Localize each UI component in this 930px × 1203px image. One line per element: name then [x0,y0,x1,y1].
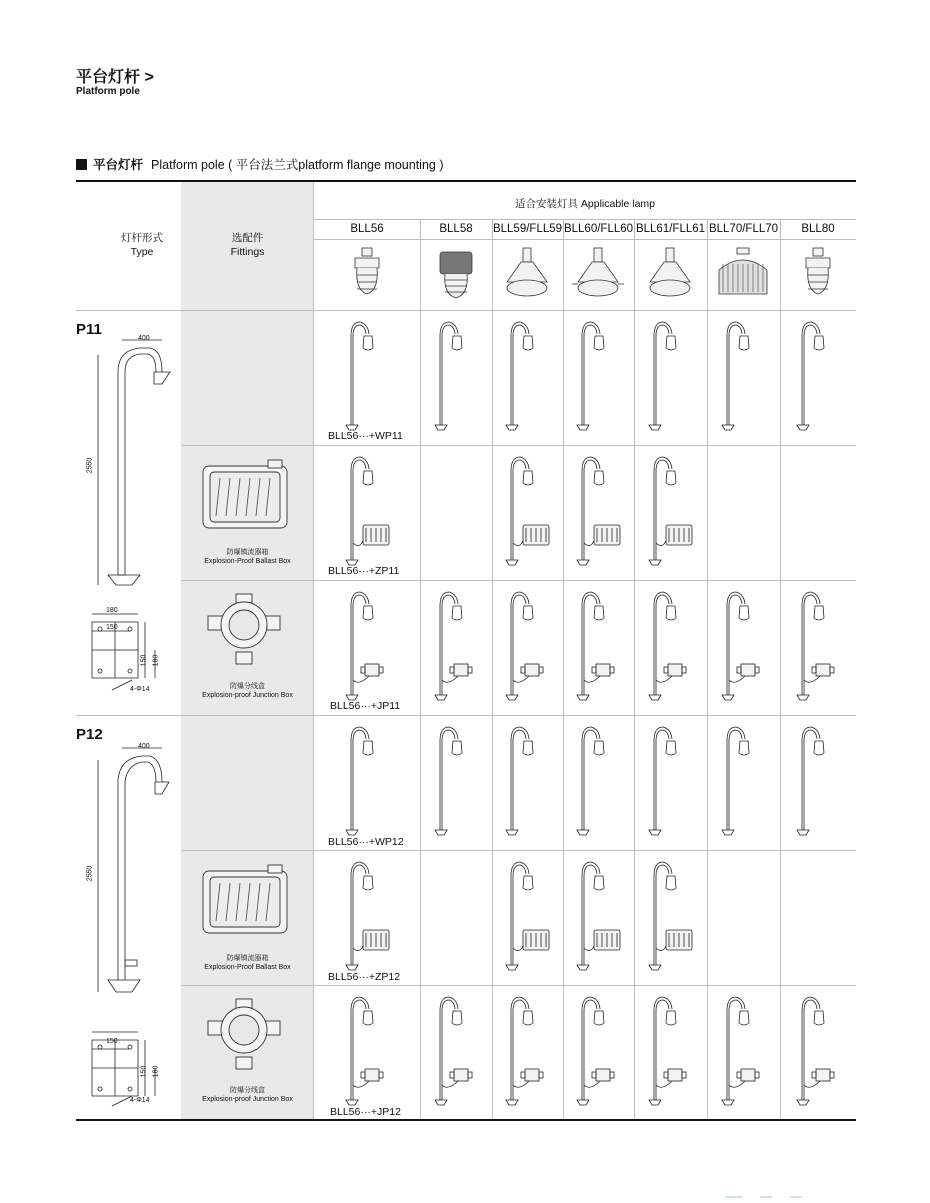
dim-base-p11: 4-Φ14 [130,686,150,693]
page-subtitle: Platform pole [76,86,140,97]
pole-lamp-drawing [346,862,389,970]
dim-base-p11: 180 [106,607,118,614]
pole-lamp-drawing [797,727,824,835]
type-header-en: Type [130,246,154,258]
dim-base-p11: 150 [106,624,118,631]
pole-lamp-drawing [346,727,373,835]
pole-lamp-drawing [506,997,543,1105]
model-code: BLL56···+JP11 [330,700,401,712]
section-label-en: Platform pole ( 平台法兰式platform flange mounting ) [151,158,444,172]
pole-lamp-drawing [722,592,759,700]
junction-caption-en: Explosion-proof Junction Box [202,692,293,699]
pole-lamp-drawing [722,322,749,430]
pole-lamp-drawing [577,727,604,835]
page-title: 平台灯杆 > [76,69,154,86]
pole-lamp-drawing [649,592,686,700]
dim-height-p12: 2550 [86,865,94,882]
pole-lamp-drawing [435,592,472,700]
lamp-name: BLL61/FLL61 [635,223,706,235]
pole-lamp-drawing [722,727,749,835]
pole-lamp-drawing [577,997,614,1105]
pole-lamp-drawing [797,997,834,1105]
junction-caption-cn: 防爆分线盒 [230,683,265,690]
dim-base-p11: 150 [140,654,148,667]
pole-lamp-drawing [577,862,620,970]
pole-lamp-drawing [346,457,389,565]
pole-lamp-drawing [435,997,472,1105]
pole-lamp-drawing [346,997,383,1105]
dim-arm-p12: 400 [138,743,150,750]
dim-base-p12: 150 [106,1038,118,1045]
model-code: BLL56···+JP12 [330,1106,401,1118]
section-label-cn: 平台灯杆 [93,158,144,172]
fittings-header-en: Fittings [230,246,265,258]
dim-base-p12: 150 [140,1065,148,1078]
pole-lamp-drawing [722,997,759,1105]
pole-lamp-drawing [649,727,676,835]
pole-lamp-drawing [506,592,543,700]
footer-mark [725,1196,743,1198]
pole-lamp-drawing [435,322,462,430]
model-code: BLL56···+ZP11 [328,565,400,577]
model-code: BLL56···+WP12 [328,836,404,848]
ballast-caption-en: Explosion-Proof Ballast Box [204,558,291,565]
pole-lamp-drawing [346,592,383,700]
fittings-header-cn: 选配件 [231,232,264,244]
lamp-name: BLL58 [439,223,473,235]
pole-lamp-drawing [649,997,686,1105]
pole-lamp-drawing [346,322,373,430]
pole-lamp-drawing [797,322,824,430]
pole-name-p11: P11 [76,321,102,338]
model-code: BLL56···+ZP12 [328,971,401,983]
lamp-name: BLL70/FLL70 [708,223,779,235]
ballast-caption-cn: 防爆镇流器箱 [226,549,269,556]
pole-lamp-drawing [506,862,549,970]
pole-lamp-drawing [577,322,604,430]
dim-height-p11: 2550 [86,457,94,474]
pole-lamp-drawing [506,322,533,430]
lamp-name: BLL59/FLL59 [492,223,563,235]
pole-name-p12: P12 [76,726,103,743]
junction-caption-cn: 防爆分线盒 [230,1087,265,1094]
dim-base-p11: 180 [152,654,160,667]
pole-lamp-drawing [649,862,692,970]
pole-lamp-drawing [435,727,462,835]
dim-base-p12: 180 [152,1065,160,1078]
dim-base-p12: 4-Φ14 [130,1097,150,1104]
pole-lamp-drawing [506,727,533,835]
pole-lamp-drawing [577,592,614,700]
pole-lamp-drawing [649,457,692,565]
model-code: BLL56···+WP11 [328,430,403,442]
footer-mark [790,1196,802,1198]
footer-mark [760,1196,772,1198]
ballast-caption-en: Explosion-Proof Ballast Box [204,964,291,971]
pole-lamp-drawing [506,457,549,565]
ballast-caption-cn: 防爆镇流器箱 [226,955,269,962]
dim-arm-p11: 400 [138,335,150,342]
lamp-name: BLL56 [350,223,384,235]
junction-caption-en: Explosion-proof Junction Box [202,1096,293,1103]
pole-lamp-drawing [649,322,676,430]
pole-lamp-drawing [797,592,834,700]
lamp-name: BLL60/FLL60 [563,223,634,235]
applicable-lamp-header: 适合安装灯具 Applicable lamp [514,198,656,210]
pole-lamp-drawing [577,457,620,565]
lamp-name: BLL80 [801,223,835,235]
type-header-cn: 灯杆形式 [121,232,163,244]
